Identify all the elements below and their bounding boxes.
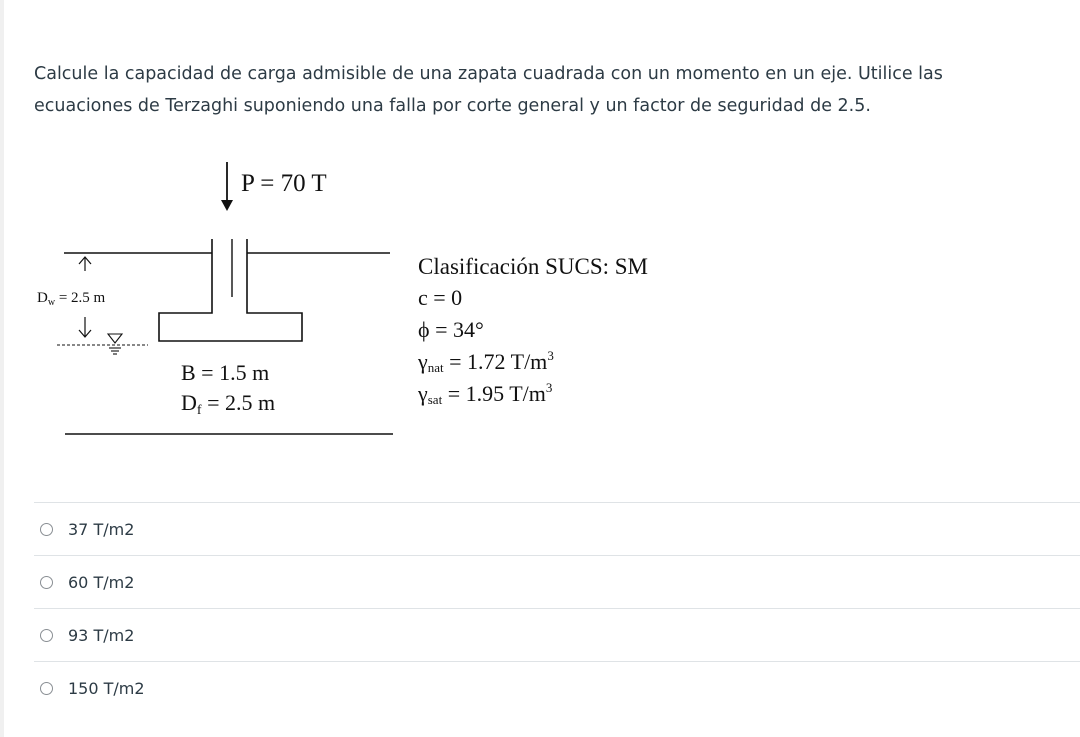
soil-properties (417, 254, 648, 407)
answer-option[interactable] (34, 555, 1080, 608)
footing-outline (159, 239, 302, 341)
gamma-nat-label: γnat = 1.72 $T/m^3$ (418, 348, 554, 375)
answer-options (34, 502, 1080, 714)
cohesion-label: c = 0 (418, 285, 463, 310)
sucs-label: Clasificación SUCS: SM (418, 254, 649, 279)
answer-option[interactable] (34, 661, 1080, 714)
dimension-arrow-down-icon (79, 317, 91, 337)
load-arrow-icon (221, 162, 233, 211)
width-label: B = 1.5 m (181, 360, 270, 385)
answer-label: 60 T/m2 (68, 572, 135, 592)
answer-label: 93 T/m2 (68, 625, 135, 645)
radio-button[interactable] (40, 523, 53, 536)
question-line-1: Calcule la capacidad de carga admisible de una zapata cuadrada con un momento en un eje. Utilice las (34, 64, 943, 84)
answer-option[interactable] (34, 502, 1080, 555)
radio-button[interactable] (40, 629, 53, 642)
gamma-sat-label: γsat = 1.95 $T/m^3$ (418, 380, 553, 407)
answer-option[interactable] (34, 608, 1080, 661)
dimension-arrow-up-icon (79, 257, 91, 271)
friction-angle-label: ϕ = 34° (418, 317, 484, 342)
answer-label: 150 T/m2 (68, 678, 145, 698)
dw-label: $D_w = 2.5$ m (37, 290, 106, 308)
answer-label: 37 T/m2 (68, 519, 135, 539)
question-text (34, 58, 1054, 122)
question-line-2: ecuaciones de Terzaghi suponiendo una falla por corte general y un factor de seguridad de 2.5. (34, 96, 871, 116)
water-table-icon (108, 334, 122, 354)
footing-diagram (0, 140, 760, 450)
load-label: P = 70 T (241, 170, 327, 197)
radio-button[interactable] (40, 576, 53, 589)
radio-button[interactable] (40, 682, 53, 695)
df-label: Df = 2.5 m (181, 390, 276, 418)
